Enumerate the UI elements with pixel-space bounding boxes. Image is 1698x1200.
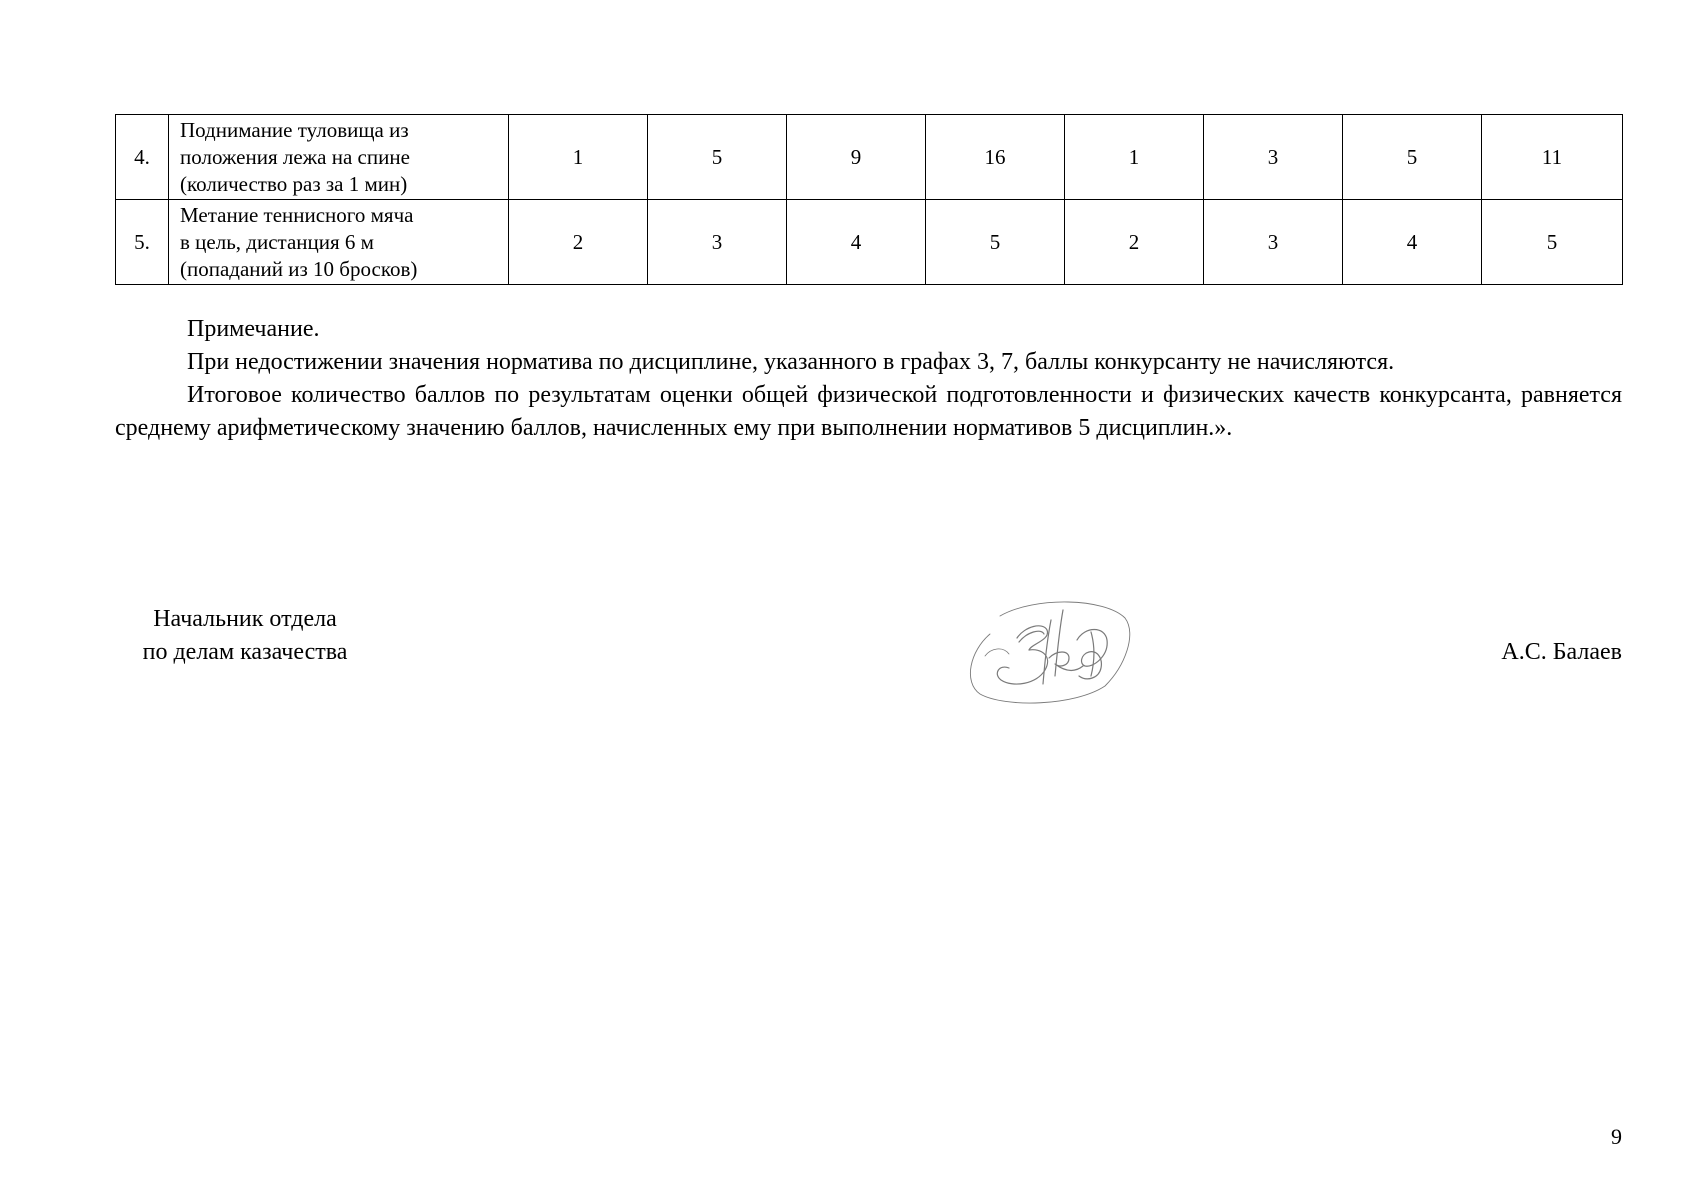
discipline-name-line: положения лежа на спине (180, 144, 410, 169)
norms-table (115, 114, 1623, 285)
table-cell: 3 (648, 200, 787, 285)
note-paragraph: Итоговое количество баллов по результатам оценки общей физической подготовленности и физических качеств конкурсанта, равняется среднему арифметическому значению баллов, начисленных ему при выполнении нормативов 5 дисциплин.». (115, 382, 1622, 441)
table-cell: 3 (1204, 115, 1343, 200)
discipline-name (169, 200, 509, 285)
row-number: 5. (116, 200, 169, 285)
table-row (116, 115, 1623, 200)
signer-position-line: Начальник отдела (153, 606, 337, 632)
table-row (116, 200, 1623, 285)
table-cell: 9 (787, 115, 926, 200)
table-cell: 1 (509, 115, 648, 200)
signer-position (115, 603, 375, 669)
signer-position-line: по делам казачества (142, 639, 348, 665)
table-cell: 5 (648, 115, 787, 200)
discipline-name-line: (попаданий из 10 бросков) (180, 256, 418, 281)
discipline-name-line: в цель, дистанция 6 м (180, 229, 374, 254)
table-cell: 3 (1204, 200, 1343, 285)
table-cell: 16 (926, 115, 1065, 200)
discipline-name-line: Метание теннисного мяча (180, 202, 414, 227)
table-cell: 5 (1482, 200, 1623, 285)
discipline-name-line: Поднимание туловища из (180, 117, 409, 142)
note-paragraph: При недостижении значения норматива по дисциплине, указанного в графах 3, 7, баллы конкурсанту не начисляются. (187, 349, 1395, 375)
note-title: Примечание. (187, 316, 320, 342)
table-cell: 11 (1482, 115, 1623, 200)
table-cell: 5 (926, 200, 1065, 285)
table-cell: 1 (1065, 115, 1204, 200)
table-cell: 2 (1065, 200, 1204, 285)
table-cell: 2 (509, 200, 648, 285)
table-cell: 4 (1343, 200, 1482, 285)
discipline-name (169, 115, 509, 200)
discipline-name-line: (количество раз за 1 мин) (180, 171, 408, 196)
page-number: 9 (1611, 1124, 1622, 1149)
signer-name: А.С. Балаев (1501, 639, 1622, 665)
handwritten-signature (965, 596, 1135, 708)
table-cell: 4 (787, 200, 926, 285)
table-cell: 5 (1343, 115, 1482, 200)
row-number: 4. (116, 115, 169, 200)
